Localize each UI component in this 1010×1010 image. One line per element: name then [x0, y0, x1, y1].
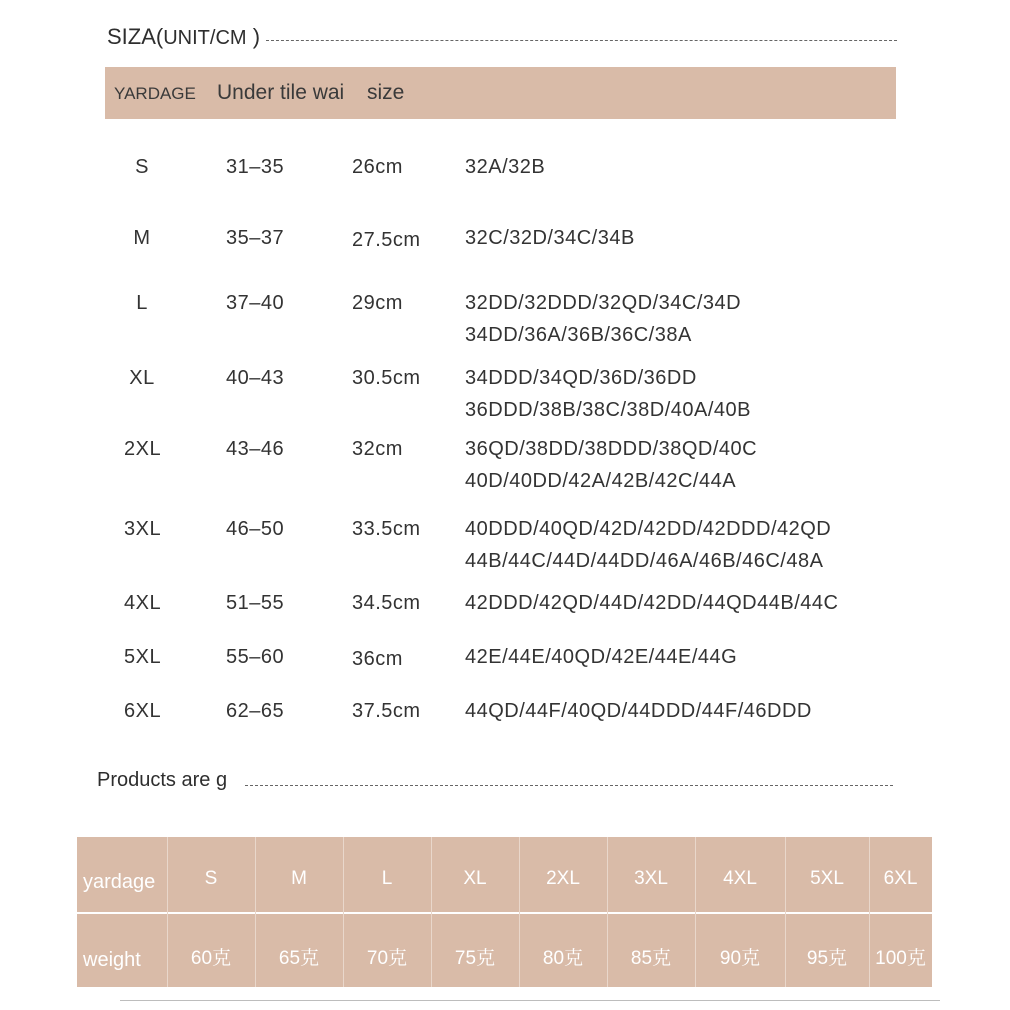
cup-sizes: 32A/32B — [465, 156, 546, 178]
heading-close: ) — [252, 24, 261, 49]
table-size-cell: XL — [463, 867, 487, 889]
table-weight-cell: 60克 — [190, 948, 232, 969]
table-weight-cell: 100克 — [875, 948, 926, 969]
table-weight-cell: 80克 — [542, 948, 584, 969]
table-size-cell: 3XL — [634, 867, 668, 889]
waist-length: 26cm — [352, 156, 403, 178]
products-note: Products are g — [97, 768, 228, 791]
products-dashed-line — [245, 785, 893, 786]
cup-sizes: 36DDD/38B/38C/38D/40A/40B — [465, 399, 751, 421]
cup-sizes: 40D/40DD/42A/42B/42C/44A — [465, 470, 737, 492]
waist-length: 30.5cm — [352, 367, 421, 389]
bottom-divider — [120, 1000, 940, 1001]
waist-length: 34.5cm — [352, 592, 421, 614]
size-label: 3XL — [124, 518, 162, 540]
table-size-cell: S — [204, 867, 218, 889]
cup-sizes: 44QD/44F/40QD/44DDD/44F/46DDD — [465, 700, 812, 722]
header-size: size — [367, 81, 405, 104]
table-size-cell: M — [291, 867, 307, 889]
column-header-band — [105, 67, 896, 119]
cup-sizes: 42E/44E/40QD/42E/44E/44G — [465, 646, 738, 668]
weight-table — [77, 837, 932, 987]
table-weight-cell: 85克 — [630, 948, 672, 969]
products-note-row — [97, 767, 893, 793]
table-weight-cell: 75克 — [454, 948, 496, 969]
table-weight-cell: 90克 — [719, 948, 761, 969]
under-bust-range: 55–60 — [226, 646, 285, 668]
cup-sizes: 34DD/36A/36B/36C/38A — [465, 324, 692, 346]
table-size-cell: 2XL — [546, 867, 580, 889]
cup-sizes: 36QD/38DD/38DDD/38QD/40C — [465, 438, 758, 460]
table-size-cell: 4XL — [723, 867, 757, 889]
table-weight-cell: 65克 — [278, 948, 320, 969]
under-bust-range: 43–46 — [226, 438, 285, 460]
under-bust-range: 31–35 — [226, 156, 285, 178]
under-bust-range: 46–50 — [226, 518, 285, 540]
size-label: S — [135, 156, 149, 178]
weight-label: weight — [83, 949, 141, 971]
heading-label: SIZA( — [107, 24, 164, 49]
size-label: 2XL — [124, 438, 162, 460]
under-bust-range: 62–65 — [226, 700, 285, 722]
table-size-cell: 6XL — [883, 867, 918, 889]
under-bust-range: 40–43 — [226, 367, 285, 389]
waist-length: 36cm — [352, 648, 403, 670]
table-weight-cell: 95克 — [806, 948, 848, 969]
heading-dashed-line — [266, 40, 897, 41]
under-bust-range: 35–37 — [226, 227, 285, 249]
header-under-waist: Under tile wai — [217, 81, 345, 104]
under-bust-range: 37–40 — [226, 292, 285, 314]
cup-sizes: 44B/44C/44D/44DD/46A/46B/46C/48A — [465, 550, 824, 572]
heading-title — [107, 24, 260, 50]
size-chart-heading — [107, 22, 897, 52]
table-weight-cell: 70克 — [366, 948, 408, 969]
cup-sizes: 34DDD/34QD/36D/36DD — [465, 367, 697, 389]
cup-sizes: 32C/32D/34C/34B — [465, 227, 635, 249]
size-label: XL — [129, 367, 155, 389]
cup-sizes: 32DD/32DDD/32QD/34C/34D — [465, 292, 742, 314]
size-label: 4XL — [124, 592, 162, 614]
table-size-cell: 5XL — [810, 867, 844, 889]
yardage-label: yardage — [83, 871, 156, 893]
under-bust-range: 51–55 — [226, 592, 285, 614]
waist-length: 37.5cm — [352, 700, 421, 722]
size-label: 6XL — [124, 700, 162, 722]
size-label: 5XL — [124, 646, 162, 668]
waist-length: 33.5cm — [352, 518, 421, 540]
header-yardage: YARDAGE — [114, 84, 196, 103]
waist-length: 32cm — [352, 438, 403, 460]
waist-length: 27.5cm — [352, 229, 421, 251]
waist-length: 29cm — [352, 292, 403, 314]
size-label: M — [133, 227, 151, 249]
cup-sizes: 42DDD/42QD/44D/42DD/44QD44B/44C — [465, 592, 839, 614]
table-size-cell: L — [381, 867, 393, 889]
heading-unit: UNIT/CM — [163, 27, 247, 49]
size-label: L — [136, 292, 148, 314]
cup-sizes: 40DDD/40QD/42D/42DD/42DDD/42QD — [465, 518, 832, 540]
